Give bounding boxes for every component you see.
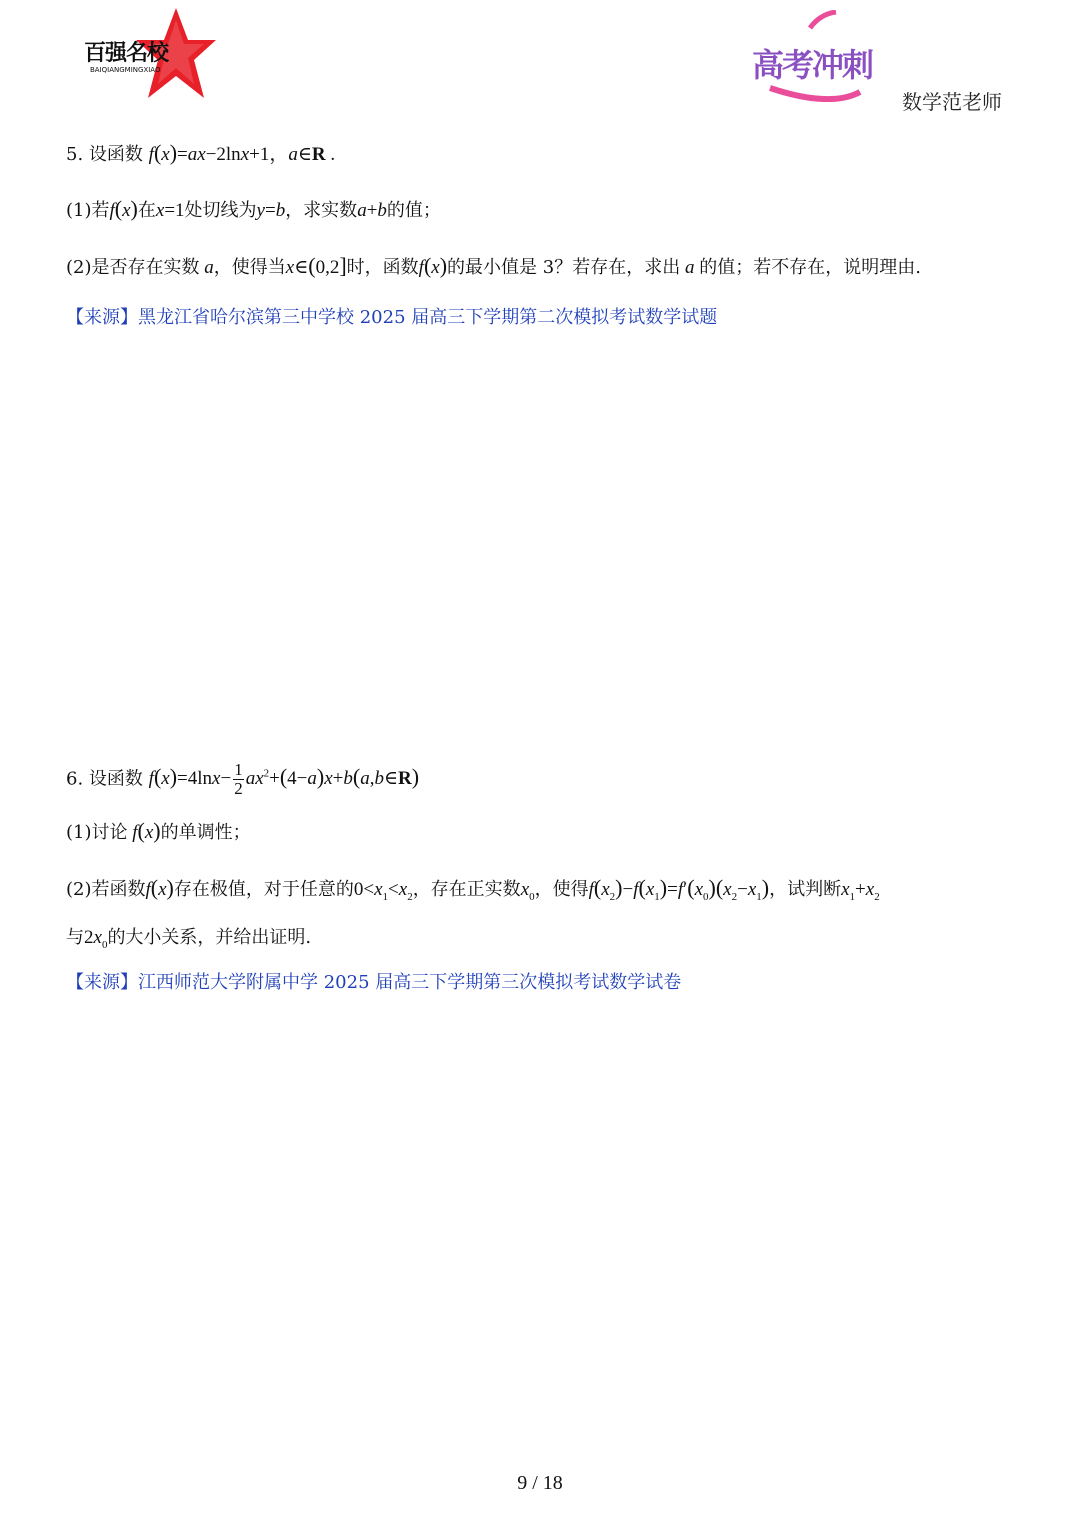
q5-stem — [66, 140, 335, 168]
q6-number: 6. — [66, 768, 84, 790]
q5-part2-b: ，使得当 — [213, 257, 286, 278]
q6-part1-prefix: (1)讨论 — [66, 822, 128, 843]
q5-formula: f(x)=ax−2lnx+1，a∈R . — [148, 140, 336, 165]
q6-part1-end: 的单调性； — [160, 822, 251, 843]
q5-part2-c: 时，函数 — [346, 257, 419, 278]
teacher-name: 数学范老师 — [902, 90, 1002, 114]
q6-source: 【来源】江西师范大学附属中学 2025 届高三下学期第三次模拟考试数学试卷 — [66, 972, 682, 993]
page-number: 9 / 18 — [517, 1472, 563, 1494]
q5-part1-mid2: 处切线为 — [184, 200, 257, 221]
logo-gaokao — [750, 10, 900, 102]
q6-part2-line2: 与$2x_0$的大小关系，并给出证明. — [66, 927, 312, 951]
q6-stem — [66, 752, 419, 801]
q5-part2-d: 的最小值是 3？若存在，求出 — [447, 257, 681, 278]
q5-part1-end: ，求实数 — [285, 200, 358, 221]
logo-left-subtext: BAIQIANGMINGXIAO — [90, 66, 161, 74]
q5-part2-e: 的值；若不存在，说明理由. — [699, 257, 921, 278]
q6-part2-line2-prefix: 与 — [66, 927, 84, 948]
q6-part2-d: ，使得 — [534, 879, 589, 900]
q6-formula: f(x)=4lnx− $\frac{1}{2}$ $ax^2+(4-a)x+b(a,b\in R)$ — [148, 760, 420, 799]
q6-part2-c: ，存在正实数 — [412, 879, 521, 900]
q6-part2-e: ，试判断 — [769, 879, 842, 900]
q5-part1-prefix: (1)若 — [66, 200, 110, 221]
q6-part2-line2-end: 的大小关系，并给出证明. — [107, 927, 312, 948]
logo-right-text: 高考冲刺 — [752, 46, 873, 84]
q5-intro: 设函数 — [88, 144, 143, 165]
logo-left-text: 百强名校 — [84, 41, 169, 66]
q6-part2-prefix: (2)若函数 — [66, 879, 146, 900]
q6-intro: 设函数 — [88, 768, 143, 790]
q5-part1: (1)若f(x)在x=1处切线为y=b，求实数a+b的值； — [66, 196, 441, 221]
q5-number: 5. — [66, 144, 84, 165]
q5-part2: (2)是否存在实数 a，使得当x∈(0,2]时，函数f(x)的最小值是 3？若存在，求出 a 的值；若不存在，说明理由. — [66, 253, 921, 278]
q5-source: 【来源】黑龙江省哈尔滨第三中学校 2025 届高三下学期第二次模拟考试数学试题 — [66, 307, 718, 328]
logo-baiqiang — [78, 6, 218, 102]
q5-part1-mid: 在 — [137, 200, 156, 221]
q6-part2: (2)若函数f(x)存在极值，对于任意的$0<x_1<x_2$，存在正实数$x_0$，使得$f(x_2)-f(x_1)=f'(x_0)(x_2-x_1)$，试判断$x_1+x_2$ — [66, 875, 880, 903]
q5-part1-end2: 的值； — [386, 200, 441, 221]
q6-part2-b: 存在极值，对于任意的 — [173, 879, 354, 900]
q6-part1: (1)讨论 f(x)的单调性； — [66, 818, 251, 843]
q5-part2-prefix: (2)是否存在实数 — [66, 257, 200, 278]
